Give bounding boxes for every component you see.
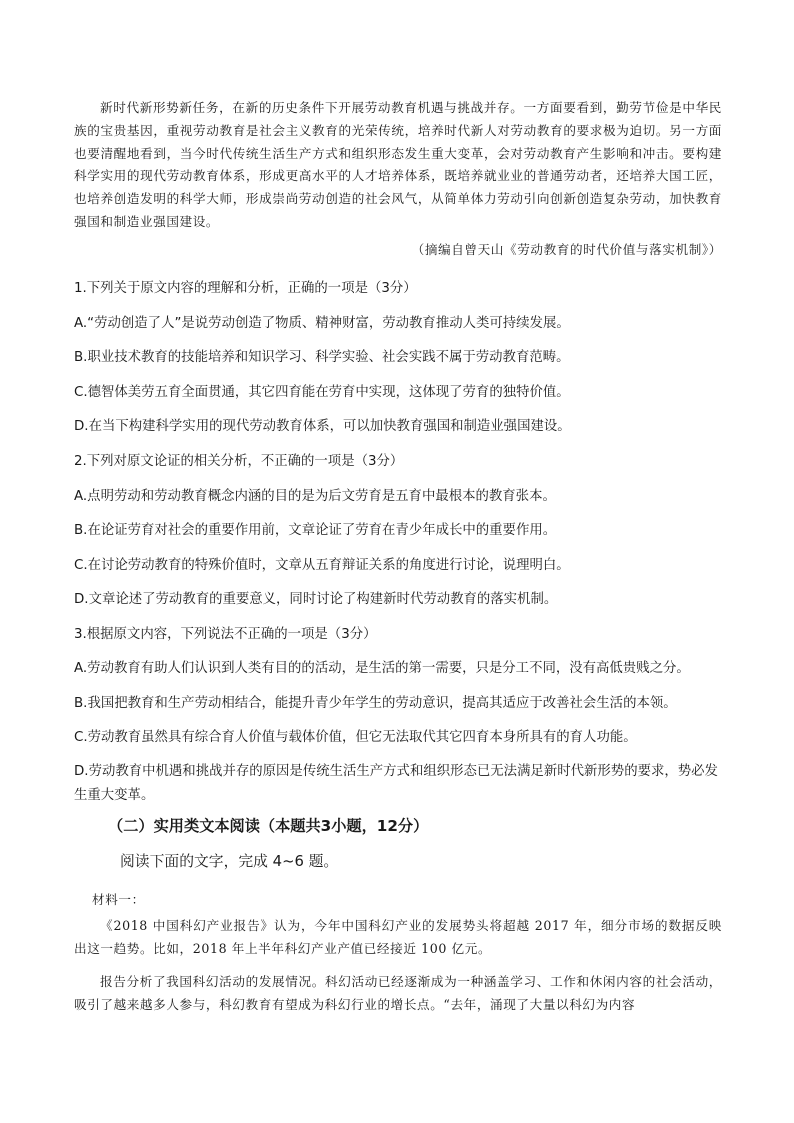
question-1-option-a: A.“劳动创造了人”是说劳动创造了物质、精神财富，劳动教育推动人类可持续发展。 [74, 316, 570, 331]
question-2-option-b: B.在论证劳育对社会的重要作用前，文章论证了劳育在青少年成长中的重要作用。 [74, 523, 557, 538]
question-3-option-c: C.劳动教育虽然具有综合育人价值与载体价值，但它无法取代其它四育本身所具有的育人功能。 [74, 730, 637, 745]
question-3-option-b: B.我国把教育和生产劳动相结合，能提升青少年学生的劳动意识，提高其适应于改善社会生活的本领。 [74, 696, 677, 711]
question-3-option-a: A.劳动教育有助人们认识到人类有目的的活动，是生活的第一需要，只是分工不同，没有高低贵贱之分。 [74, 661, 690, 676]
question-1-option-b: B.职业技术教育的技能培养和知识学习、科学实验、社会实践不属于劳动教育范畴。 [74, 350, 570, 365]
question-2-stem: 2.下列对原文论证的相关分析，不正确的一项是（3分） [74, 454, 404, 469]
section-heading: （二）实用类文本阅读（本题共3小题，12分） [108, 817, 429, 835]
passage-paragraph: 新时代新形势新任务，在新的历史条件下开展劳动教育机遇与挑战并存。一方面要看到，勤劳节俭是中华民族的宝贵基因，重视劳动教育是社会主义教育的光荣传统，培养时代新人对劳动教育的要求极为迫切。另一方面也要清醒地看到，当今时代传统生活生产方式和组织形态发生重大变革，会对劳动教育产生影响和冲击。要构建科学实用的现代劳动教育体系，形成更高水平的人才培养体系，既培养就业业的普通劳动者，还培养大国工匠，也培养创造发明的科学大师，形成崇尚劳动创造的社会风气，从简单体力劳动引向创新创造复杂劳动，加快教育强国和制造业强国建设。 [74, 100, 722, 229]
question-2-option-d: D.文章论述了劳动教育的重要意义，同时讨论了构建新时代劳动教育的落实机制。 [74, 592, 558, 607]
reading-instruction: 阅读下面的文字，完成 4~6 题。 [120, 853, 339, 870]
question-2-option-a: A.点明劳动和劳动教育概念内涵的目的是为后文劳育是五育中最根本的教育张本。 [74, 489, 556, 504]
question-3-stem: 3.根据原文内容，下列说法不正确的一项是（3分） [74, 627, 377, 642]
question-1-stem: 1.下列关于原文内容的理解和分析，正确的一项是（3分） [74, 281, 417, 296]
question-2-option-c: C.在讨论劳动教育的特殊价值时，文章从五育辩证关系的角度进行讨论，说理明白。 [74, 558, 570, 573]
material-paragraph-1: 《2018 中国科幻产业报告》认为，今年中国科幻产业的发展势头将超越 2017 年，细分市场的数据反映出这一趋势。比如，2018 年上半年科幻产业产值已经接近 100 亿元。 [74, 918, 722, 956]
material-label: 材料一： [92, 892, 145, 907]
question-1-option-c: C.德智体美劳五育全面贯通，其它四育能在劳育中实现，这体现了劳育的独特价值。 [74, 385, 570, 400]
question-1-option-d: D.在当下构建科学实用的现代劳动教育体系，可以加快教育强国和制造业强国建设。 [74, 419, 571, 434]
question-3-option-d: D.劳动教育中机遇和挑战并存的原因是传统生活生产方式和组织形态已无法满足新时代新形势的要求，势必发生重大变革。 [74, 764, 718, 803]
passage-source: （摘编自曾天山《劳动教育的时代价值与落实机制》） [411, 242, 722, 257]
material-paragraph-2: 报告分析了我国科幻活动的发展情况。科幻活动已经逐渐成为一种涵盖学习、工作和休闲内容的社会活动，吸引了越来越多人参与，科幻教育有望成为科幻行业的增长点。“去年，涌现了大量以科幻为内容 [74, 974, 722, 1012]
